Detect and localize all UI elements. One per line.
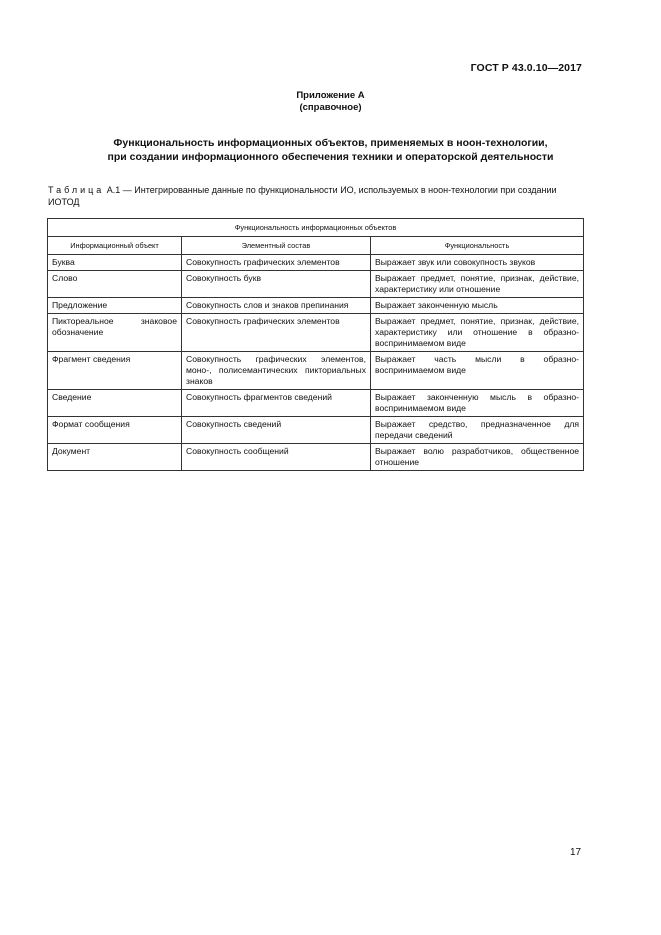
cell-functionality: Выражает законченную мысль [371,298,584,314]
caption-text: А.1 — Интегрированные данные по функциональности ИО, используемых в ноон-технологии при создании ИОТОД [48,185,557,207]
cell-object: Слово [48,271,182,298]
caption-label: Таблица [48,185,105,195]
cell-functionality: Выражает часть мысли в образно-воспринимаемом виде [371,352,584,390]
table-row [48,314,584,352]
appendix-block [0,90,661,114]
cell-composition: Совокупность графических элементов [182,314,371,352]
cell-composition: Совокупность букв [182,271,371,298]
table-row [48,352,584,390]
cell-functionality: Выражает звук или совокупность звуков [371,255,584,271]
cell-object: Документ [48,444,182,471]
table-caption [48,184,586,208]
appendix-heading [40,136,621,164]
cell-object: Пиктореальное знаковое обозначение [48,314,182,352]
cell-functionality: Выражает предмет, понятие, признак, действие, характеристику или отношение в образно-воспринимаемом виде [371,314,584,352]
cell-composition: Совокупность графических элементов, моно-, полисемантических пикториальных знаков [182,352,371,390]
table-row [48,298,584,314]
cell-object: Сведение [48,390,182,417]
heading-line-2: при создании информационного обеспечения техники и операторской деятельности [107,151,554,163]
cell-object: Предложение [48,298,182,314]
table-row [48,417,584,444]
table-row [48,271,584,298]
table-row [48,444,584,471]
column-header-composition: Элементный состав [182,237,371,255]
heading-line-1: Функциональность информационных объектов, применяемых в ноон-технологии, [113,137,548,149]
cell-object: Буква [48,255,182,271]
document-standard-number: ГОСТ Р 43.0.10—2017 [470,62,582,74]
cell-functionality: Выражает волю разработчиков, общественное отношение [371,444,584,471]
cell-functionality: Выражает предмет, понятие, признак, действие, характеристику или отношение [371,271,584,298]
cell-composition: Совокупность сведений [182,417,371,444]
cell-composition: Совокупность слов и знаков препинания [182,298,371,314]
cell-object: Формат сообщения [48,417,182,444]
cell-composition: Совокупность графических элементов [182,255,371,271]
cell-composition: Совокупность фрагментов сведений [182,390,371,417]
table-group-header: Функциональность информационных объектов [48,219,584,237]
appendix-type: (справочное) [299,102,362,113]
functionality-table [47,218,584,471]
column-header-functionality: Функциональность [371,237,584,255]
cell-composition: Совокупность сообщений [182,444,371,471]
cell-functionality: Выражает средство, предназначенное для передачи сведений [371,417,584,444]
table-row [48,390,584,417]
column-header-object: Информационный объект [48,237,182,255]
table-row [48,255,584,271]
page-number: 17 [570,847,582,858]
cell-object: Фрагмент сведения [48,352,182,390]
appendix-title: Приложение А [296,90,365,101]
cell-functionality: Выражает законченную мысль в образно-воспринимаемом виде [371,390,584,417]
